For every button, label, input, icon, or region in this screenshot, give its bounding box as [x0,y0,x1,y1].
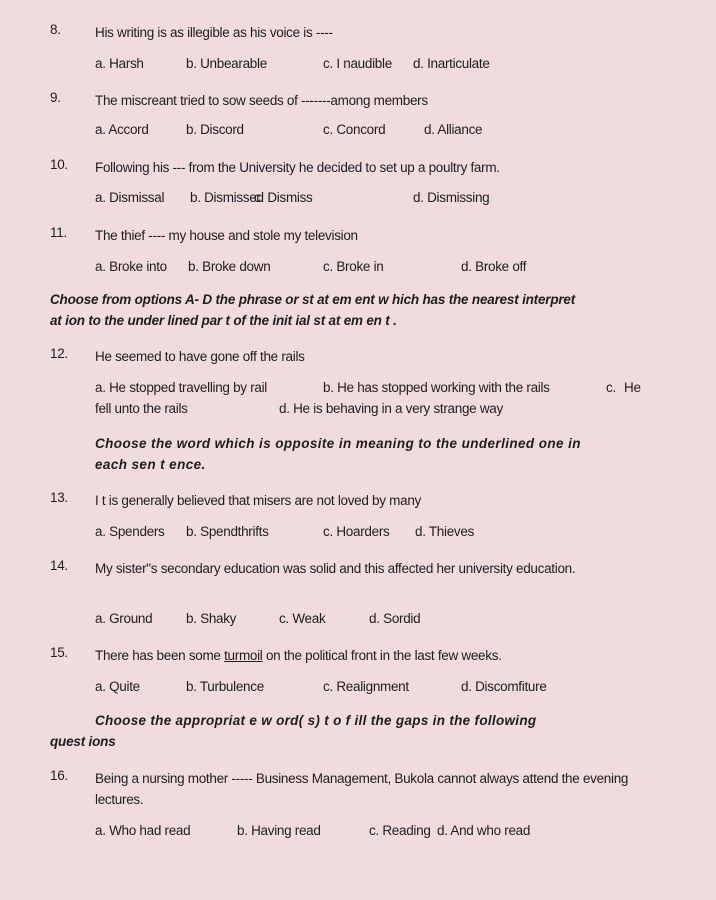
option-b: b. Broke down [188,259,271,274]
instruction-fill-gaps [50,710,670,752]
option-b: b. Turbulence [186,679,264,694]
question-text: The miscreant tried to sow seeds of -------among members [95,93,428,108]
option-b: b. Shaky [186,611,237,626]
option-b: b. Spendthrifts [186,524,269,539]
question-text: Following his --- from the University he decided to set up a poultry farm. [95,160,500,175]
option-c-continued: fell unto the rails [95,401,188,416]
option-a: a. Spenders [95,524,165,539]
option-d: d. Dismissing [413,190,490,205]
option-a: a. Who had read [95,823,191,838]
option-c: c. Concord [323,122,386,137]
option-d: d. Broke off [461,259,527,274]
instruction-line: at ion to the under lined par t of the init ial st at em en t . [50,313,397,328]
option-a: a. Accord [95,122,149,137]
instruction-line: Choose the appropriat e w ord( s) t o f ill the gaps in the following [95,713,537,728]
instruction-line: each sen t ence. [95,457,206,472]
option-d: d. Inarticulate [413,56,490,71]
option-c: c. Weak [279,611,326,626]
option-a: a. Broke into [95,259,167,274]
option-c: c. Dismiss [254,190,313,205]
instruction-opposite [95,433,655,475]
question-number: 8. [50,22,61,37]
instruction-line: Choose from options A- D the phrase or st at em ent w hich has the nearest interpret [50,292,576,307]
option-a: a. He stopped travelling by rail [95,380,267,395]
question-number: 15. [50,645,68,660]
question-number: 12. [50,346,68,361]
question-text: Being a nursing mother ----- Business Management, Bukola cannot always attend the evening lectures. [95,771,629,807]
option-d: d. Sordid [369,611,421,626]
option-a: a. Quite [95,679,140,694]
option-c-text: He [624,380,641,395]
option-c: c. [606,380,616,395]
question-number: 16. [50,768,68,783]
option-a: a. Ground [95,611,153,626]
question-text: The thief ---- my house and stole my television [95,228,358,243]
option-b: b. Having read [237,823,321,838]
option-d: d. Discomfiture [461,679,547,694]
question-number: 9. [50,90,61,105]
option-b: b. He has stopped working with the rails [323,380,550,395]
option-d: d. Thieves [415,524,475,539]
option-c: c. Broke in [323,259,384,274]
question-text: He seemed to have gone off the rails [95,349,305,364]
question-number: 14. [50,558,68,573]
instruction-line: quest ions [50,734,116,749]
option-b: b. Discord [186,122,244,137]
text-after: on the political front in the last few weeks. [262,648,502,663]
option-b: b. Dismissed [190,190,264,205]
option-a: a. Harsh [95,56,144,71]
option-d: d. And who read [437,823,531,838]
option-b: b. Unbearable [186,56,267,71]
option-a: a. Dismissal [95,190,165,205]
question-text: His writing is as illegible as his voice is ---- [95,25,333,40]
question-number: 10. [50,157,68,172]
question-text: My sister"s secondary education was solid and this affected her university education. [95,561,576,576]
option-d: d. Alliance [424,122,483,137]
option-c: c. Reading [369,823,431,838]
question-text: I t is generally believed that misers are not loved by many [95,493,421,508]
option-d: d. He is behaving in a very strange way [279,401,503,416]
option-c: c. I naudible [323,56,392,71]
question-number: 11. [50,225,67,240]
question-number: 13. [50,490,68,505]
question-text [95,645,655,666]
text-before: There has been some [95,648,225,663]
option-c: c. Hoarders [323,524,390,539]
option-c: c. Realignment [323,679,409,694]
underlined-word: turmoil [224,648,263,663]
instruction-line: Choose the word which is opposite in meaning to the underlined one in [95,436,581,451]
instruction-interpretation [50,289,670,331]
